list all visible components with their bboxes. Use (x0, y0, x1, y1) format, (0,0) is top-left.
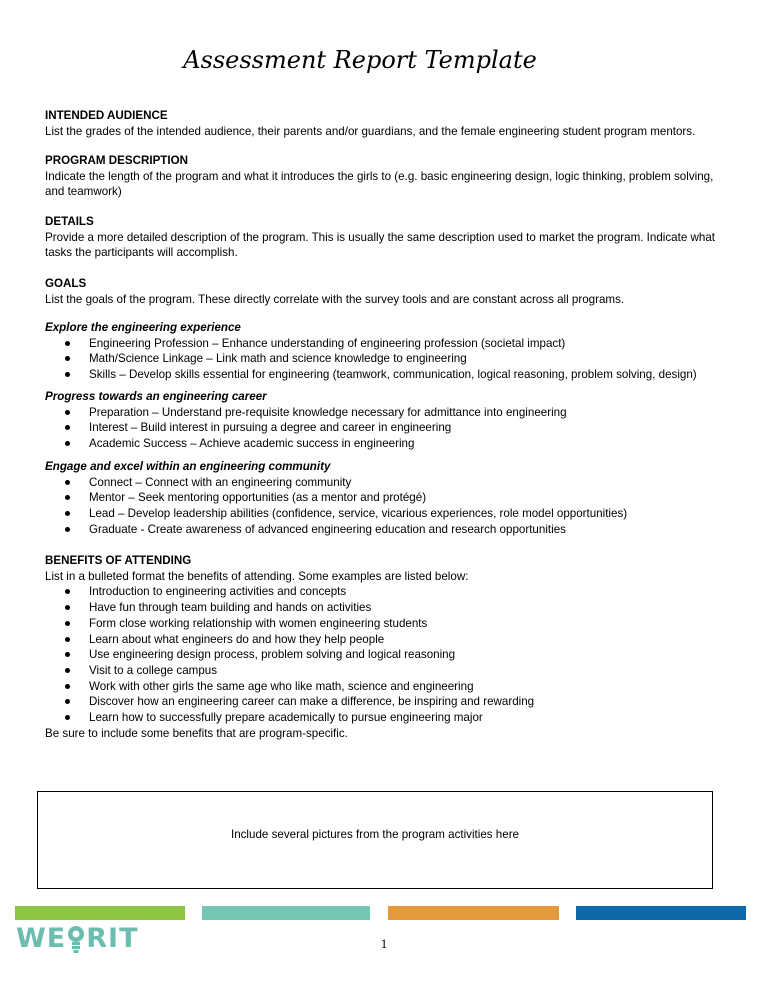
goal-group-progress (45, 389, 735, 452)
list-item: Mentor – Seek mentoring opportunities (as a mentor and protégé) (45, 490, 735, 506)
footer-bar-teal (202, 906, 370, 920)
list-item: Academic Success – Achieve academic success in engineering (45, 436, 735, 452)
list-item: Introduction to engineering activities and concepts (45, 584, 735, 600)
benefits-heading: BENEFITS OF ATTENDING (45, 554, 192, 567)
goals-heading: GOALS (45, 277, 87, 290)
picture-placeholder-box (37, 791, 713, 889)
logo-text-left: WE (16, 923, 67, 954)
logo-text-right: RIT (86, 923, 139, 954)
goal-list (45, 475, 735, 538)
footer-bar-orange (388, 906, 559, 920)
goal-group-explore (45, 320, 735, 383)
goal-group-engage (45, 459, 735, 538)
details-heading: DETAILS (45, 215, 94, 228)
program-description-text: Indicate the length of the program and what it introduces the girls to (e.g. basic engineering design, logic thinking, problem solving, and teamwork) (45, 169, 714, 199)
section-benefits (45, 553, 735, 741)
footer-bar-blue (576, 906, 746, 920)
page-number: 1 (380, 936, 388, 951)
list-item: Engineering Profession – Enhance understanding of engineering profession (societal impact) (45, 336, 735, 352)
list-item: Skills – Develop skills essential for engineering (teamwork, communication, logical reasoning, problem solving, design) (45, 367, 735, 383)
list-item: Use engineering design process, problem solving and logical reasoning (45, 647, 735, 663)
list-item: Interest – Build interest in pursuing a degree and career in engineering (45, 420, 735, 436)
intended-audience-heading: INTENDED AUDIENCE (45, 109, 168, 122)
list-item: Have fun through team building and hands on activities (45, 600, 735, 616)
list-item: Form close working relationship with women engineering students (45, 616, 735, 632)
benefits-list (45, 584, 735, 725)
goal-list (45, 405, 735, 452)
intended-audience-text: List the grades of the intended audience, their parents and/or guardians, and the female engineering student program mentors. (45, 124, 696, 138)
goal-group-title: Engage and excel within an engineering community (45, 460, 331, 473)
goals-text: List the goals of the program. These directly correlate with the survey tools and are constant across all programs. (45, 292, 625, 306)
benefits-intro: List in a bulleted format the benefits of attending. Some examples are listed below: (45, 569, 469, 583)
goal-list (45, 336, 735, 383)
program-description-heading: PROGRAM DESCRIPTION (45, 154, 188, 167)
list-item: Discover how an engineering career can make a difference, be inspiring and rewarding (45, 694, 735, 710)
footer-bar-green (15, 906, 185, 920)
section-details (45, 214, 735, 261)
details-text: Provide a more detailed description of the program. This is usually the same description used to market the program. Indicate what tasks the participants will accomplish. (45, 230, 715, 260)
list-item: Math/Science Linkage – Link math and science knowledge to engineering (45, 351, 735, 367)
list-item: Lead – Develop leadership abilities (confidence, service, vicarious experiences, role model opportunities) (45, 506, 735, 522)
list-item: Learn how to successfully prepare academically to pursue engineering major (45, 710, 735, 726)
list-item: Graduate - Create awareness of advanced engineering education and research opportunities (45, 522, 735, 538)
list-item: Learn about what engineers do and how they help people (45, 632, 735, 648)
section-intended-audience (45, 108, 735, 139)
list-item: Work with other girls the same age who like math, science and engineering (45, 679, 735, 695)
benefits-closing: Be sure to include some benefits that are program-specific. (45, 726, 348, 740)
list-item: Preparation – Understand pre-requisite knowledge necessary for admittance into engineering (45, 405, 735, 421)
list-item: Connect – Connect with an engineering community (45, 475, 735, 491)
document-title: Assessment Report Template (183, 46, 537, 74)
section-goals (45, 276, 735, 307)
picture-placeholder-text: Include several pictures from the program activities here (230, 828, 520, 841)
goal-group-title: Explore the engineering experience (45, 321, 241, 334)
list-item: Visit to a college campus (45, 663, 735, 679)
goal-group-title: Progress towards an engineering career (45, 390, 267, 403)
section-program-description (45, 153, 735, 200)
